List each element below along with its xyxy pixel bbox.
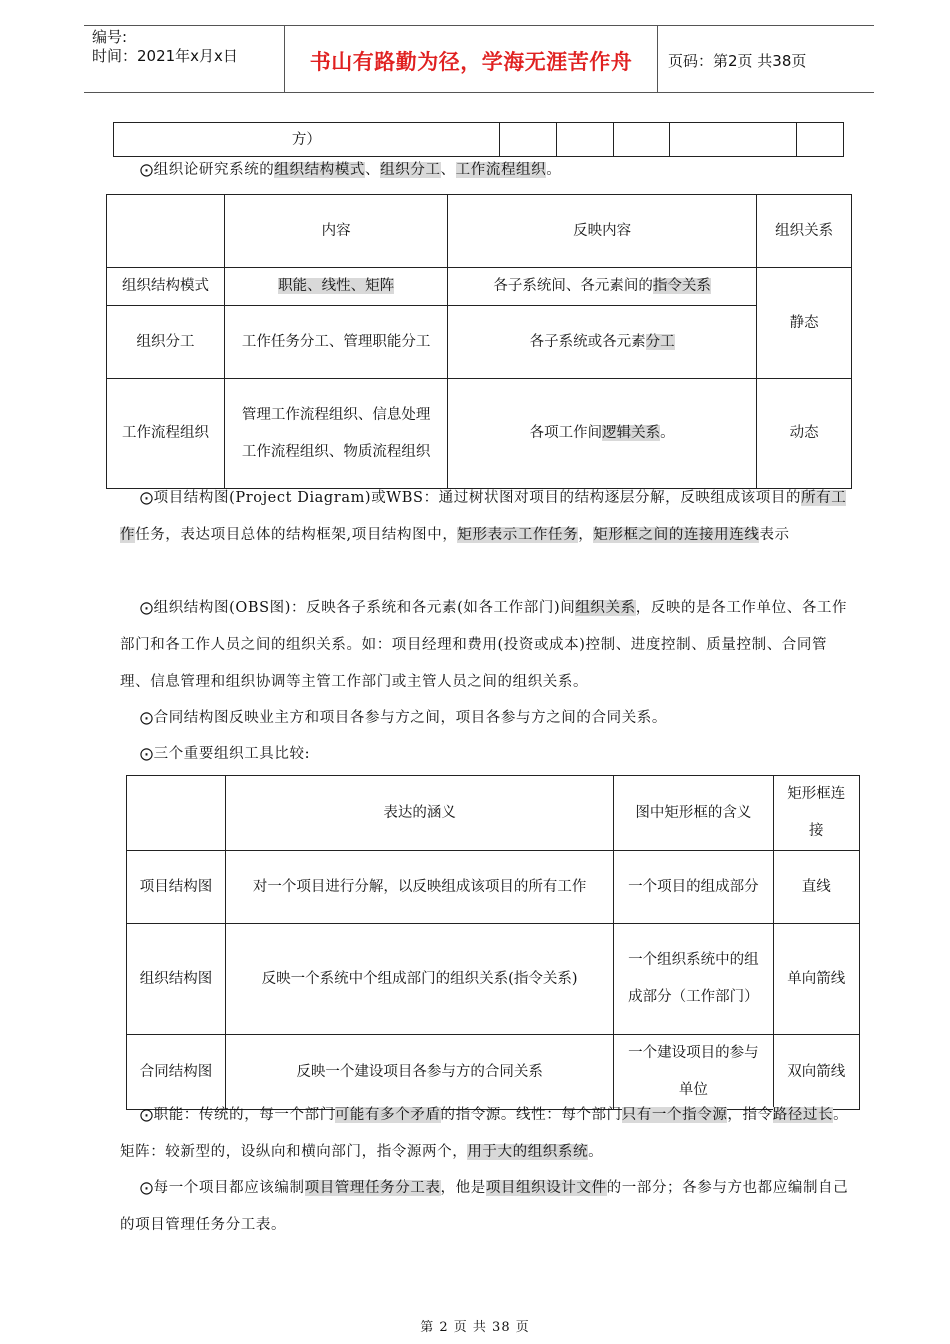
header-org-relation: 组织关系: [757, 195, 852, 268]
header-link: 矩形框连接: [773, 776, 859, 851]
static-label: 静态: [757, 268, 852, 379]
page-footer: 第 2 页 共 38 页: [420, 1320, 530, 1335]
paragraph-compare-title: ⨀三个重要组织工具比较:: [140, 746, 311, 762]
row-name: 合同结构图: [127, 1035, 226, 1110]
row-box: 一个建设项目的参与单位: [614, 1035, 773, 1110]
bullet-icon: ⨀: [140, 163, 154, 178]
row-meaning: 反映一个系统中个组成部门的组织关系(指令关系): [225, 924, 613, 1035]
bullet-icon: ⨀: [140, 601, 154, 616]
row-name: 工作流程组织: [107, 379, 225, 489]
paragraph-task-table: ⨀每一个项目都应该编制项目管理任务分工表，他是项目组织设计文件的一部分；各参与方也都应编制自己的项目管理任务分工表。: [120, 1180, 849, 1233]
header-top-rule: [84, 25, 874, 26]
row-meaning: 对一个项目进行分解，以反映组成该项目的所有工作: [225, 851, 613, 924]
bullet-icon: ⨀: [140, 711, 154, 726]
row-box: 一个组织系统中的组成部分（工作部门）: [614, 924, 773, 1035]
org-tools-table: 内容 反映内容 组织关系 组织结构模式 职能、线性、矩阵 各子系统间、各元素间的指令关系 静态 组织分工 工作任务分工、管理职能分工 各子系统或各元素分工 工作流程组织 管理工作流程组织、信息处理工作流程组织、物质流程组织 各项工作间逻辑关系。 动态: [106, 194, 852, 489]
row-link: 直线: [773, 851, 859, 924]
row-link: 单向箭线: [773, 924, 859, 1035]
row-name: 组织结构图: [127, 924, 226, 1035]
row-name: 项目结构图: [127, 851, 226, 924]
header-meaning: 表达的涵义: [225, 776, 613, 851]
bullet-icon: ⨀: [140, 1108, 154, 1123]
header-page-number: 页码：第2页 共38页: [668, 52, 807, 70]
continued-cell: 方）: [114, 123, 500, 157]
row-box: 一个项目的组成部分: [614, 851, 773, 924]
row-name: 组织分工: [107, 306, 225, 379]
header-box: 图中矩形框的含义: [614, 776, 773, 851]
doc-time-label: 时间：2021年x月x日: [92, 47, 238, 65]
row-link: 双向箭线: [773, 1035, 859, 1110]
doc-number-label: 编号:: [92, 28, 128, 46]
paragraph-contract: ⨀合同结构图反映业主方和项目各参与方之间，项目各参与方之间的合同关系。: [140, 710, 668, 726]
row-meaning: 反映一个建设项目各参与方的合同关系: [225, 1035, 613, 1110]
bullet-icon: ⨀: [140, 1181, 154, 1196]
row-content: 工作任务分工、管理职能分工: [225, 306, 448, 379]
header-content: 内容: [225, 195, 448, 268]
header-divider-left: [284, 25, 285, 93]
header-reflect: 反映内容: [448, 195, 757, 268]
paragraph-wbs: ⨀项目结构图(Project Diagram)或WBS：通过树状图对项目的结构逐层分解，反映组成该项目的所有工作任务，表达项目总体的结构框架,项目结构图中，矩形表示工作任务，矩形框之间的连接用连线表示: [120, 490, 847, 543]
row-name: 组织结构模式: [107, 268, 225, 306]
paragraph-org-models: ⨀职能：传统的，每一个部门可能有多个矛盾的指令源。线性：每个部门只有一个指令源，指令路径过长。矩阵：较新型的，设纵向和横向部门，指令源两个，用于大的组织系统。: [120, 1107, 849, 1160]
tools-compare-table: [126, 775, 860, 1110]
row-content: 管理工作流程组织、信息处理工作流程组织、物质流程组织: [225, 379, 448, 489]
paragraph-obs: ⨀组织结构图(OBS图)：反映各子系统和各元素(如各工作部门)间组织关系，反映的是各工作单位、各工作部门和各工作人员之间的组织关系。如：项目经理和费用(投资或成本)控制、进度控制、质量控制、合同管理、信息管理和组织协调等主管工作部门或主管人员之间的组织关系。: [120, 600, 848, 690]
header-divider-right: [657, 25, 658, 93]
dynamic-label: 动态: [757, 379, 852, 489]
bullet-icon: ⨀: [140, 491, 154, 506]
header-motto: 书山有路勤为径，学海无涯苦作舟: [309, 50, 633, 74]
row-content: 职能、线性、矩阵: [278, 278, 395, 294]
paragraph-org-theory: ⨀组织论研究系统的组织结构模式、组织分工、工作流程组织。: [140, 162, 562, 178]
bullet-icon: ⨀: [140, 747, 154, 762]
header-meta: [92, 28, 238, 66]
header-bottom-rule: [84, 92, 874, 93]
